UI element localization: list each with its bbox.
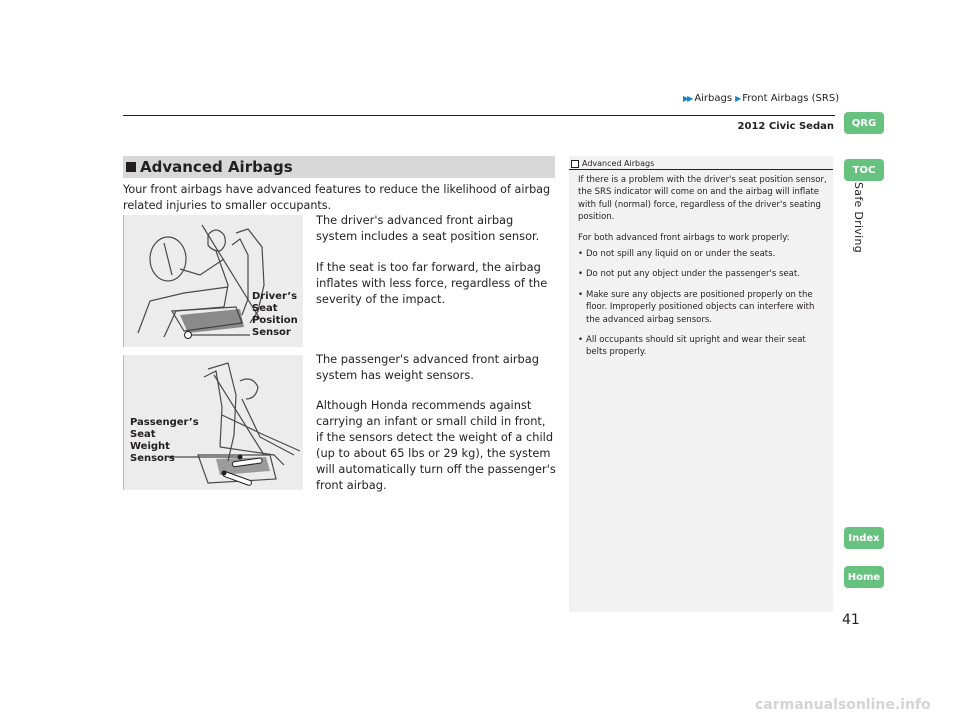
document-title: 2012 Civic Sedan — [737, 121, 834, 132]
home-button[interactable]: Home — [844, 566, 884, 588]
body-paragraph: Although Honda recommends against carrying an infant or small child in front, if the sensors detect the weight of a child (up to about 65 lbs or 29 kg), the system will automatically turn off the passenger's front airbag. — [316, 398, 556, 492]
square-bullet-icon — [126, 162, 136, 172]
note-body — [578, 174, 828, 367]
note-title: Advanced Airbags — [582, 159, 655, 168]
note-paragraph: For both advanced front airbags to work properly: — [578, 232, 790, 243]
list-item: • Do not put any object under the passenger's seat. — [578, 268, 828, 280]
list-item: • Do not spill any liquid on or under the seats. — [578, 248, 828, 260]
chevron-right-icon: ▶ — [735, 94, 740, 103]
body-paragraph: The passenger's advanced front airbag system has weight sensors. — [316, 352, 539, 382]
note-bullet-list — [578, 248, 828, 359]
index-button[interactable]: Index — [844, 527, 884, 549]
note-heading — [571, 159, 654, 168]
driver-sensor-label: Driver’s Seat Position Sensor — [252, 291, 298, 338]
page-number: 41 — [842, 612, 860, 628]
watermark: carmanualsonline.info — [755, 697, 931, 713]
section-heading — [123, 156, 555, 178]
section-tab-label: Safe Driving — [852, 182, 865, 254]
section-title: Advanced Airbags — [140, 158, 293, 176]
passenger-seat-illustration — [123, 355, 303, 490]
section-intro: Your front airbags have advanced features to reduce the likelihood of airbag related injuries to smaller occupants. — [123, 183, 551, 212]
qrg-button[interactable]: QRG — [844, 112, 884, 134]
chevron-right-icon: ▶▶ — [683, 94, 692, 103]
side-note — [569, 156, 833, 612]
toc-button[interactable]: TOC — [844, 159, 884, 181]
breadcrumb-item[interactable]: Front Airbags (SRS) — [742, 93, 840, 104]
driver-seat-illustration — [123, 215, 303, 347]
note-rule — [569, 169, 833, 170]
body-paragraph: The driver's advanced front airbag system includes a seat position sensor. — [316, 213, 540, 243]
breadcrumb-item[interactable]: Airbags — [694, 93, 733, 104]
breadcrumb — [683, 93, 839, 104]
passenger-sensor-label: Passenger’s Seat Weight Sensors — [130, 417, 199, 464]
note-box-icon — [571, 160, 579, 168]
list-item: • All occupants should sit upright and wear their seat belts properly. — [578, 334, 828, 359]
list-item: • Make sure any objects are positioned properly on the floor. Improperly positioned objects can interfere with the advanced airbag sensors. — [578, 289, 828, 326]
note-paragraph: If there is a problem with the driver's seat position sensor, the SRS indicator will come on and the airbag will inflate with full (normal) force, regardless of the driver's seating position. — [578, 175, 827, 223]
header-rule — [123, 115, 835, 116]
body-paragraph: If the seat is too far forward, the airbag inflates with less force, regardless of the severity of the impact. — [316, 260, 548, 306]
